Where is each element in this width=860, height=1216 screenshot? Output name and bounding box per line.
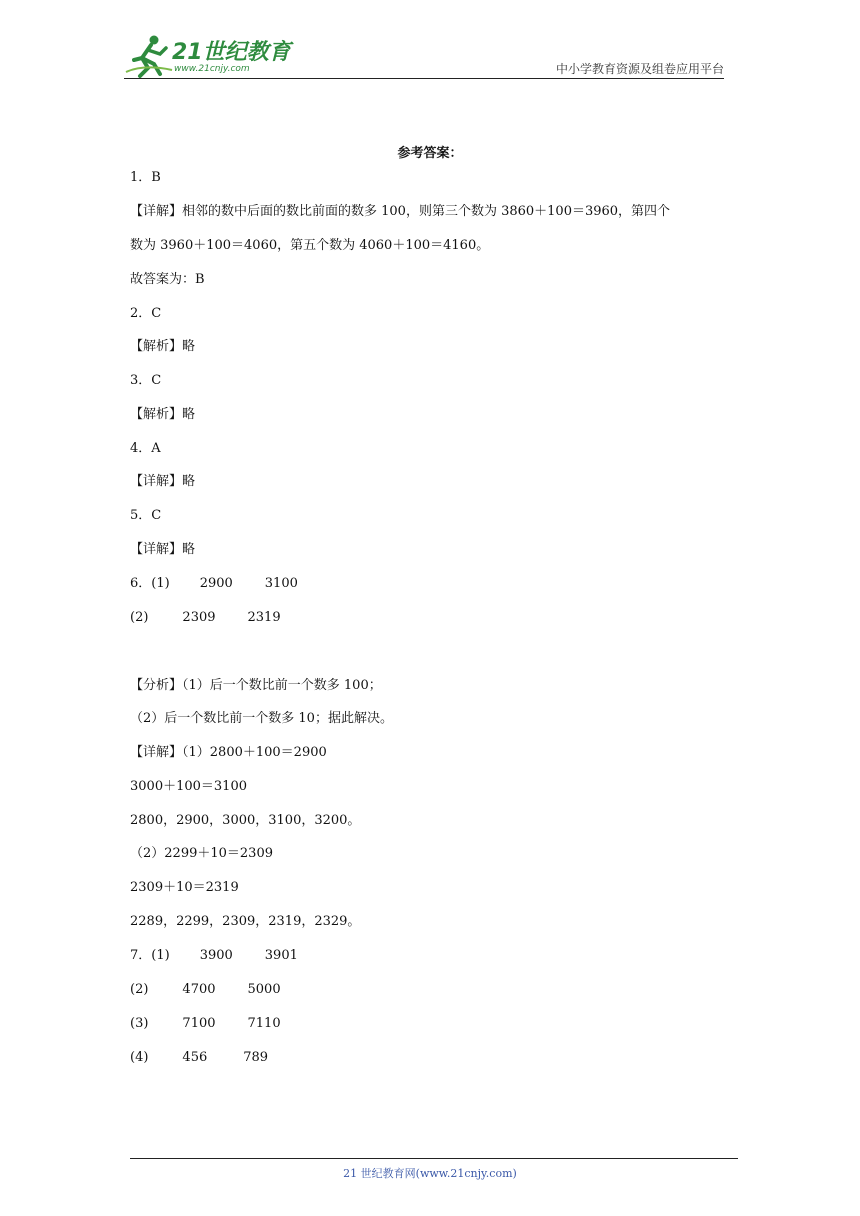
answer-line: 3．C xyxy=(130,373,162,388)
answer-line: 【详解】略 xyxy=(130,474,196,489)
question-label: (3) xyxy=(130,1016,149,1031)
runner-logo-icon xyxy=(124,34,174,78)
footer-text: 21 世纪教育网(www.21cnjy.com) xyxy=(343,1167,517,1180)
answer-line: 2289，2299，2309，2319，2329。 xyxy=(130,914,361,929)
answer-line xyxy=(130,1048,268,1068)
answer-line: 5．C xyxy=(130,508,162,523)
answer-line: 2309＋10＝2319 xyxy=(130,880,239,895)
page-title: 参考答案： xyxy=(397,146,463,161)
answer-value: 2309 xyxy=(182,610,216,625)
answer-line: 【解析】略 xyxy=(130,339,196,354)
answer-line xyxy=(130,608,281,628)
answer-line xyxy=(130,946,298,966)
answer-line: 【分析】（1）后一个数比前一个数多 100； xyxy=(130,678,382,693)
answer-line: 4．A xyxy=(130,441,161,456)
answer-line: （2）后一个数比前一个数多 10；据此解决。 xyxy=(130,711,393,726)
answer-line: 【详解】略 xyxy=(130,542,196,557)
answer-line: 数为 3960＋100＝4060，第五个数为 4060＋100＝4160。 xyxy=(130,238,490,253)
answer-value: 3901 xyxy=(264,948,298,963)
answer-value: 2900 xyxy=(199,576,233,591)
page-header xyxy=(0,0,860,90)
answer-line: 【详解】（1）2800＋100＝2900 xyxy=(130,745,327,760)
footer-divider xyxy=(130,1158,738,1159)
answer-value: 4700 xyxy=(182,982,216,997)
answer-value: 789 xyxy=(243,1050,269,1065)
answer-value: 7110 xyxy=(247,1016,281,1031)
answer-line xyxy=(130,980,281,1000)
answer-value: 7100 xyxy=(182,1016,216,1031)
question-label: (2) xyxy=(130,610,149,625)
answer-line: 3000＋100＝3100 xyxy=(130,779,247,794)
answer-line: 【详解】相邻的数中后面的数比前面的数多 100，则第三个数为 3860＋100＝3960，第四个 xyxy=(130,204,671,219)
answer-line xyxy=(130,574,298,594)
question-label: 7．(1) xyxy=(130,948,170,963)
answer-line: 【解析】略 xyxy=(130,407,196,422)
answer-line: 故答案为：B xyxy=(130,272,205,287)
answer-value: 3100 xyxy=(264,576,298,591)
answer-line: （2）2299＋10＝2309 xyxy=(130,846,273,861)
question-label: 6．(1) xyxy=(130,576,170,591)
answer-value: 2319 xyxy=(247,610,281,625)
logo-url: www.21cnjy.com xyxy=(174,64,250,74)
answer-line: 1．B xyxy=(130,170,161,185)
answer-value: 456 xyxy=(182,1050,208,1065)
answer-line: 2．C xyxy=(130,306,162,321)
question-label: (4) xyxy=(130,1050,149,1065)
answer-value: 5000 xyxy=(247,982,281,997)
answer-line: 2800，2900，3000，3100，3200。 xyxy=(130,813,361,828)
answer-value: 3900 xyxy=(199,948,233,963)
logo-text: 21世纪教育 xyxy=(172,40,291,65)
question-label: (2) xyxy=(130,982,149,997)
header-platform-text: 中小学教育资源及组卷应用平台 xyxy=(555,62,724,76)
answer-line xyxy=(130,1014,281,1034)
logo xyxy=(124,34,294,78)
header-divider xyxy=(124,78,724,79)
